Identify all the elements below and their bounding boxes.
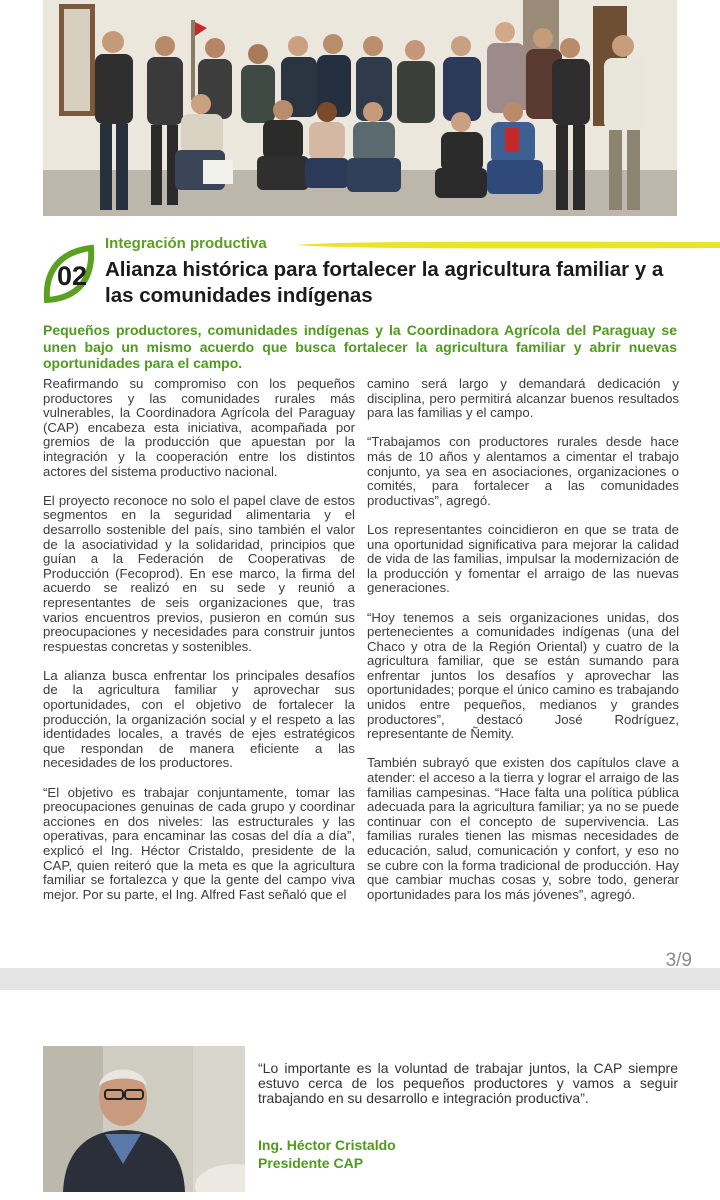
body-column-right: [367, 377, 679, 917]
page-divider: [0, 968, 720, 990]
body-paragraph: El proyecto reconoce no solo el papel clave de estos segmentos en la seguridad alimentaria y el desarrollo sostenible del país, sino también el valor de la asociatividad y la solidaridad, principios que guían a la Federación de Cooperativas de Producción (Fecoprod). En ese marco, la firma del acuerdo se realizó en su sede y reunió a representantes de seis organizaciones que, tras varios encuentros previos, pusieron en común sus preocupaciones y necesidades para construir juntos respuestas concretas y sostenibles.: [43, 492, 355, 654]
body-paragraph: Reafirmando su compromiso con los pequeños productores y las comunidades rurales más vulnerables, la Coordinadora Agrícola del Paraguay (CAP) encabeza esta iniciativa, acompañada por gremios de la producción que apuestan por la integración y la cooperación entre los distintos actores del sistema productivo nacional.: [43, 376, 355, 479]
body-paragraph: “Hoy tenemos a seis organizaciones unidas, dos pertenecientes a comunidades indígenas (una del Chaco y otra de la Región Oriental) y cuatro de la agricultura familiar, que se están sumando para enfrentar juntos los desafíos y aprovechar las oportunidades; porque el único camino es trabajando unidos entre pequeños, medianos y grandes productores”, destacó José Rodríguez, representante de Ñemity.: [367, 609, 679, 742]
body-paragraph: También subrayó que existen dos capítulos clave a atender: el acceso a la tierra y lograr el arraigo de las familias campesinas. “Hace falta una política pública adecuada para la agricultura familiar; ya no se puede continuar con el concepto de supervivencia. Las familias rurales tienen las mismas necesidades de educación, salud, comunicación y confort, y eso no se cubre con la forma tradicional de producción. Hay que cambiar muchas cosas y, sobre todo, generar oportunidades para los más jóvenes”, agregó.: [367, 755, 679, 902]
body-paragraph: “Trabajamos con productores rurales desde hace más de 10 años y alentamos a cimentar el trabajo conjunto, ya sea en asociaciones, organizaciones o comités, para fortalecer a las comunidades productivas”, agregó.: [367, 434, 679, 508]
quote-author-role: Presidente CAP: [258, 1155, 364, 1171]
body-paragraph: Los representantes coincidieron en que se trata de una oportunidad significativa para mejorar la calidad de vida de las familias, impulsar la modernización de la producción y fomentar el arraigo de las nuevas generaciones.: [367, 521, 679, 596]
speaker-photo: [43, 1046, 245, 1192]
leaf-icon: [43, 244, 101, 304]
pull-quote: “Lo importante es la voluntad de trabajar juntos, la CAP siempre estuvo cerca de los pequeños productores y vamos a seguir trabajando en su desarrollo e integración productiva”.: [258, 1060, 678, 1107]
article-lede: Pequeños productores, comunidades indígenas y la Coordinadora Agrícola del Paraguay se unen bajo un mismo acuerdo que busca fortalecer la agricultura familiar y abrir nuevas oportunidades para el campo.: [43, 322, 677, 371]
body-paragraph: camino será largo y demandará dedicación y disciplina, pero permitirá alcanzar buenos resultados para las familias y el campo.: [367, 376, 679, 421]
section-kicker: Integración productiva: [105, 235, 267, 252]
article-headline: Alianza histórica para fortalecer la agricultura familiar y a las comunidades indígenas: [105, 258, 664, 307]
article-number: 02: [56, 261, 88, 291]
article-header: [43, 232, 720, 312]
quote-author-name: Ing. Héctor Cristaldo: [258, 1137, 396, 1153]
page-indicator: 3/9: [665, 950, 692, 968]
kicker-rule: [296, 240, 720, 250]
body-paragraph: La alianza busca enfrentar los principales desafíos de la agricultura familiar y aprovechar sus oportunidades, con el objetivo de fortalecer la producción, la organización social y el respeto a las identidades locales, a través de ejes estratégicos que respondan de manera eficiente a las necesidades de los productores.: [43, 667, 355, 771]
group-photo: [43, 0, 677, 216]
quote-attribution: [258, 1136, 396, 1172]
body-paragraph: “El objetivo es trabajar conjuntamente, tomar las preocupaciones genuinas de cada grupo y coordinar acciones en dos niveles: las estructurales y las operativas, para encaminar las cosas del día a día”, explicó el Ing. Héctor Cristaldo, presidente de la CAP, quien reiteró que la meta es que la agricultura familiar se fortalezca y que la gente del campo viva mejor. Por su parte, el Ing. Alfred Fast señaló que el: [43, 784, 355, 902]
article-number-badge: [43, 244, 101, 304]
body-column-left: [43, 377, 355, 917]
